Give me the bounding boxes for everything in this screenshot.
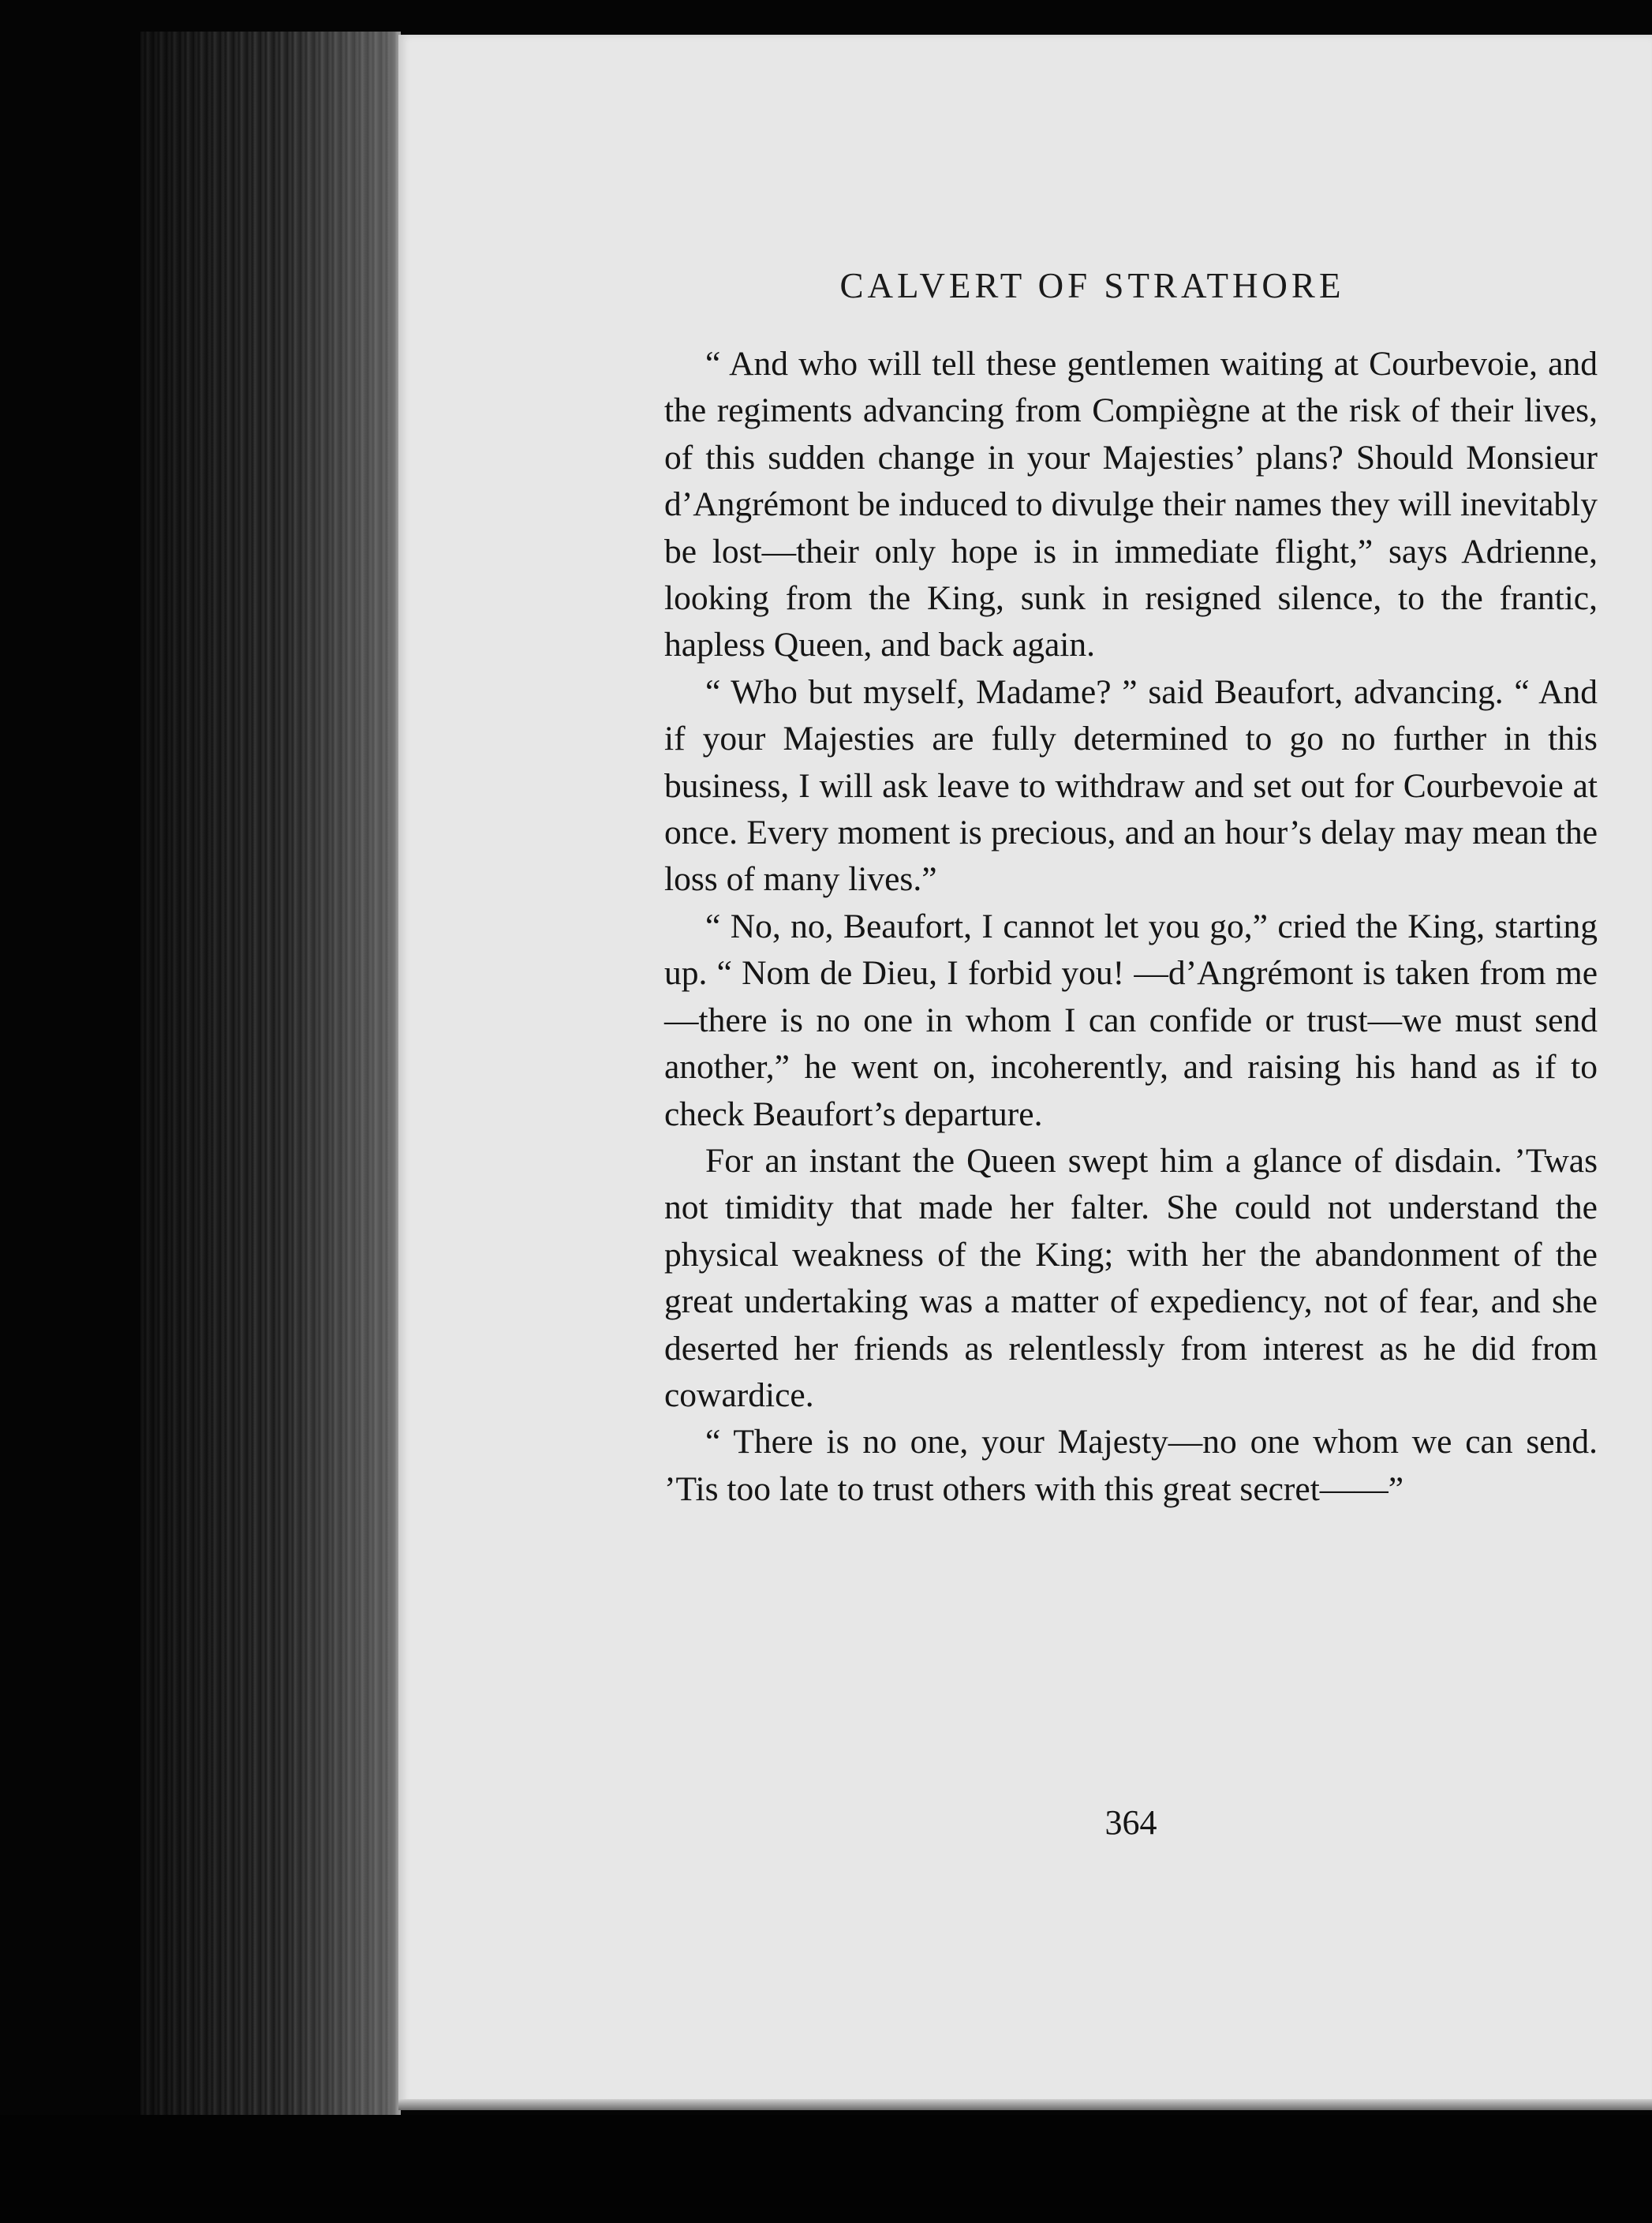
running-head <box>398 265 1652 306</box>
paragraph: For an instant the Queen swept him a glance of disdain. ’Twas not timidity that made her falter. She could not understand the physical weakness of the King; with her the abandonment of the great undertaking was a matter of expediency, not of fear, and she deserted her friends as relentlessly from interest as he did from cowardice. <box>664 1141 1598 1414</box>
page-number: 364 <box>1104 1803 1157 1842</box>
paragraph: “ No, no, Beaufort, I cannot let you go,” cried the King, starting up. “ Nom de Dieu, I forbid you! —d’Angrémont is taken from me—there is no one in whom I can confide or trust—we must send another,” he went on, incoherently, and raising his hand as if to check Beaufort’s departure. <box>664 907 1598 1133</box>
paragraph: “ And who will tell these gentlemen waiting at Courbevoie, and the regiments advancing from Compiègne at the risk of their lives, of this sudden change in your Majesties’ plans? Should Monsieur d’Angrémont be induced to divulge their names they will inevitably be lost—their only hope is in immediate flight,” says Adrienne, looking from the King, sunk in resigned silence, to the frantic, hapless Queen, and back again. <box>664 345 1598 664</box>
book-page <box>398 35 1652 2110</box>
paragraph: “ Who but myself, Madame? ” said Beaufort, advancing. “ And if your Majesties are fully determined to go no further in this business, I will ask leave to withdraw and set out for Courbevoie at once. Every moment is precious, and an hour’s delay may mean the loss of many lives.” <box>664 672 1598 899</box>
paragraph: “ There is no one, your Majesty—no one whom we can send. ’Tis too late to trust others with this great secret——” <box>664 1423 1598 1508</box>
running-head-text: CALVERT OF STRATHORE <box>839 266 1345 305</box>
page-bottom-edge <box>398 2099 1652 2110</box>
book-page-edges <box>140 32 401 2115</box>
body-text <box>664 341 1598 1513</box>
scan-bottom-border <box>0 2115 1652 2223</box>
